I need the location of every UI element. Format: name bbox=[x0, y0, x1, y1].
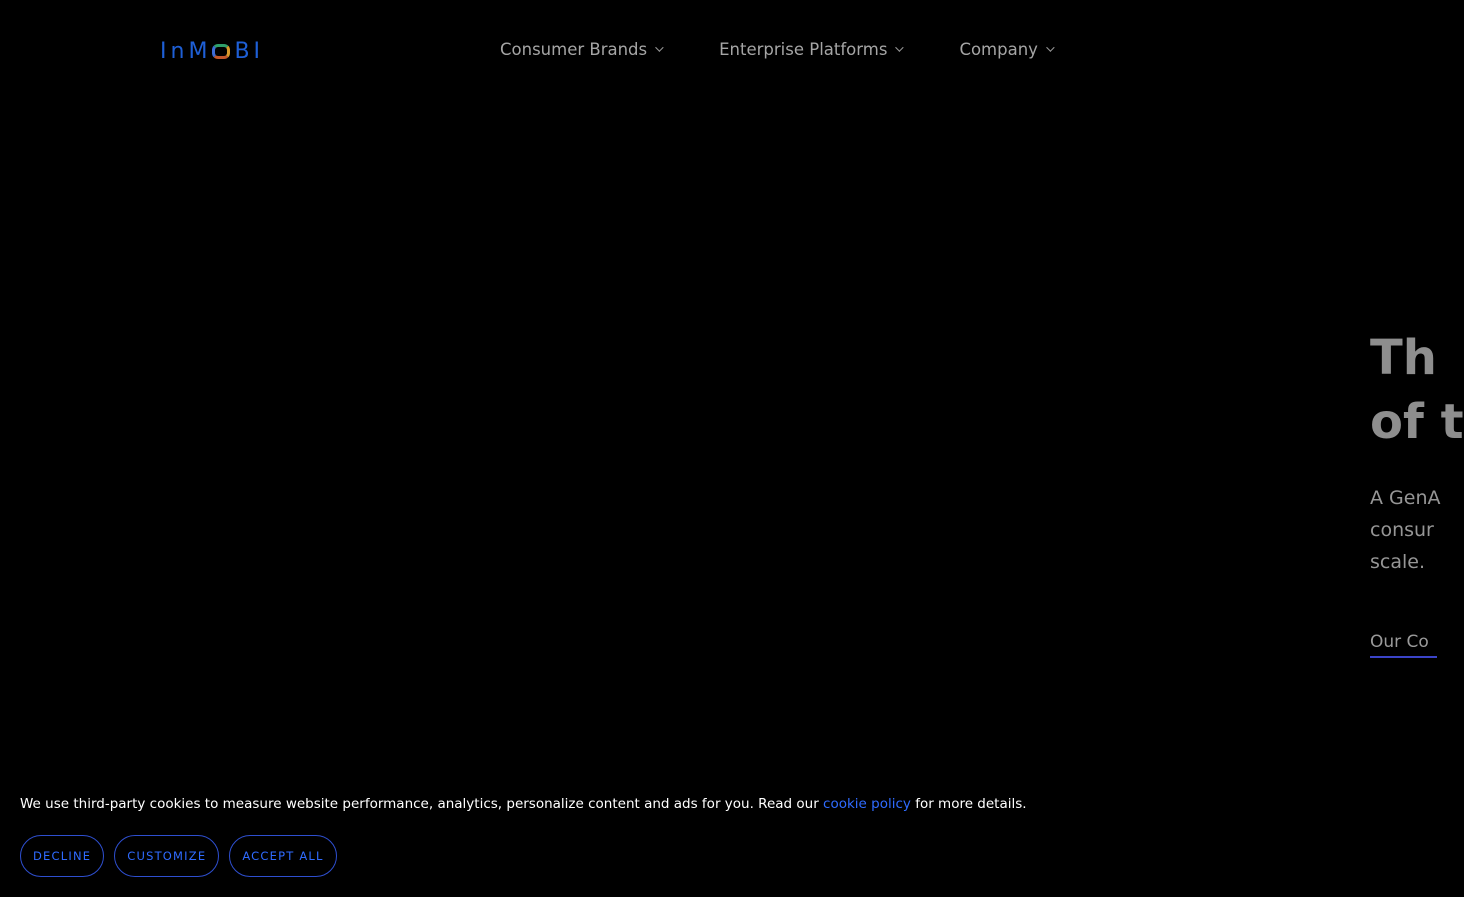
nav-item-consumer-brands[interactable] bbox=[500, 37, 661, 61]
chevron-down-icon bbox=[655, 43, 663, 51]
logo-letter-i2: I bbox=[253, 38, 262, 64]
customize-button[interactable]: CUSTOMIZE bbox=[114, 835, 219, 877]
hero-title-line-2: of t bbox=[1370, 394, 1464, 450]
hero-cta-link[interactable]: Our Co bbox=[1370, 630, 1437, 658]
nav-item-label: Consumer Brands bbox=[500, 39, 648, 59]
main-nav bbox=[500, 37, 1052, 61]
nav-item-label: Company bbox=[959, 39, 1038, 59]
cookie-text-after: for more details. bbox=[910, 796, 1027, 812]
inmobi-logo[interactable] bbox=[160, 39, 261, 63]
logo-letter-i: I bbox=[160, 38, 168, 64]
hero-subtitle-line-2: consur bbox=[1370, 519, 1434, 541]
nav-item-company[interactable] bbox=[959, 37, 1052, 61]
hero-title bbox=[1370, 326, 1464, 454]
hero-subtitle-line-1: A GenA bbox=[1370, 487, 1441, 509]
cookie-banner-text bbox=[20, 794, 1120, 814]
cookie-policy-link[interactable]: cookie policy bbox=[823, 796, 911, 812]
hero-subtitle bbox=[1370, 482, 1441, 578]
cookie-banner-buttons bbox=[20, 835, 337, 877]
logo-letter-n: n bbox=[170, 38, 186, 64]
hero-subtitle-line-3: scale. bbox=[1370, 551, 1425, 573]
cookie-text-before: We use third-party cookies to measure website performance, analytics, personalize content and ads for you. Read our bbox=[20, 796, 824, 812]
decline-button[interactable]: DECLINE bbox=[20, 835, 104, 877]
accept-all-button[interactable]: ACCEPT ALL bbox=[229, 835, 336, 877]
nav-item-label: Enterprise Platforms bbox=[719, 39, 888, 59]
logo-o-ring-icon bbox=[212, 44, 230, 59]
nav-item-enterprise-platforms[interactable] bbox=[719, 37, 901, 61]
chevron-down-icon bbox=[1046, 43, 1054, 51]
chevron-down-icon bbox=[896, 43, 904, 51]
logo-letter-m: M bbox=[188, 38, 209, 64]
hero-title-line-1: Th bbox=[1370, 330, 1437, 386]
logo-letter-b: B bbox=[234, 38, 251, 64]
